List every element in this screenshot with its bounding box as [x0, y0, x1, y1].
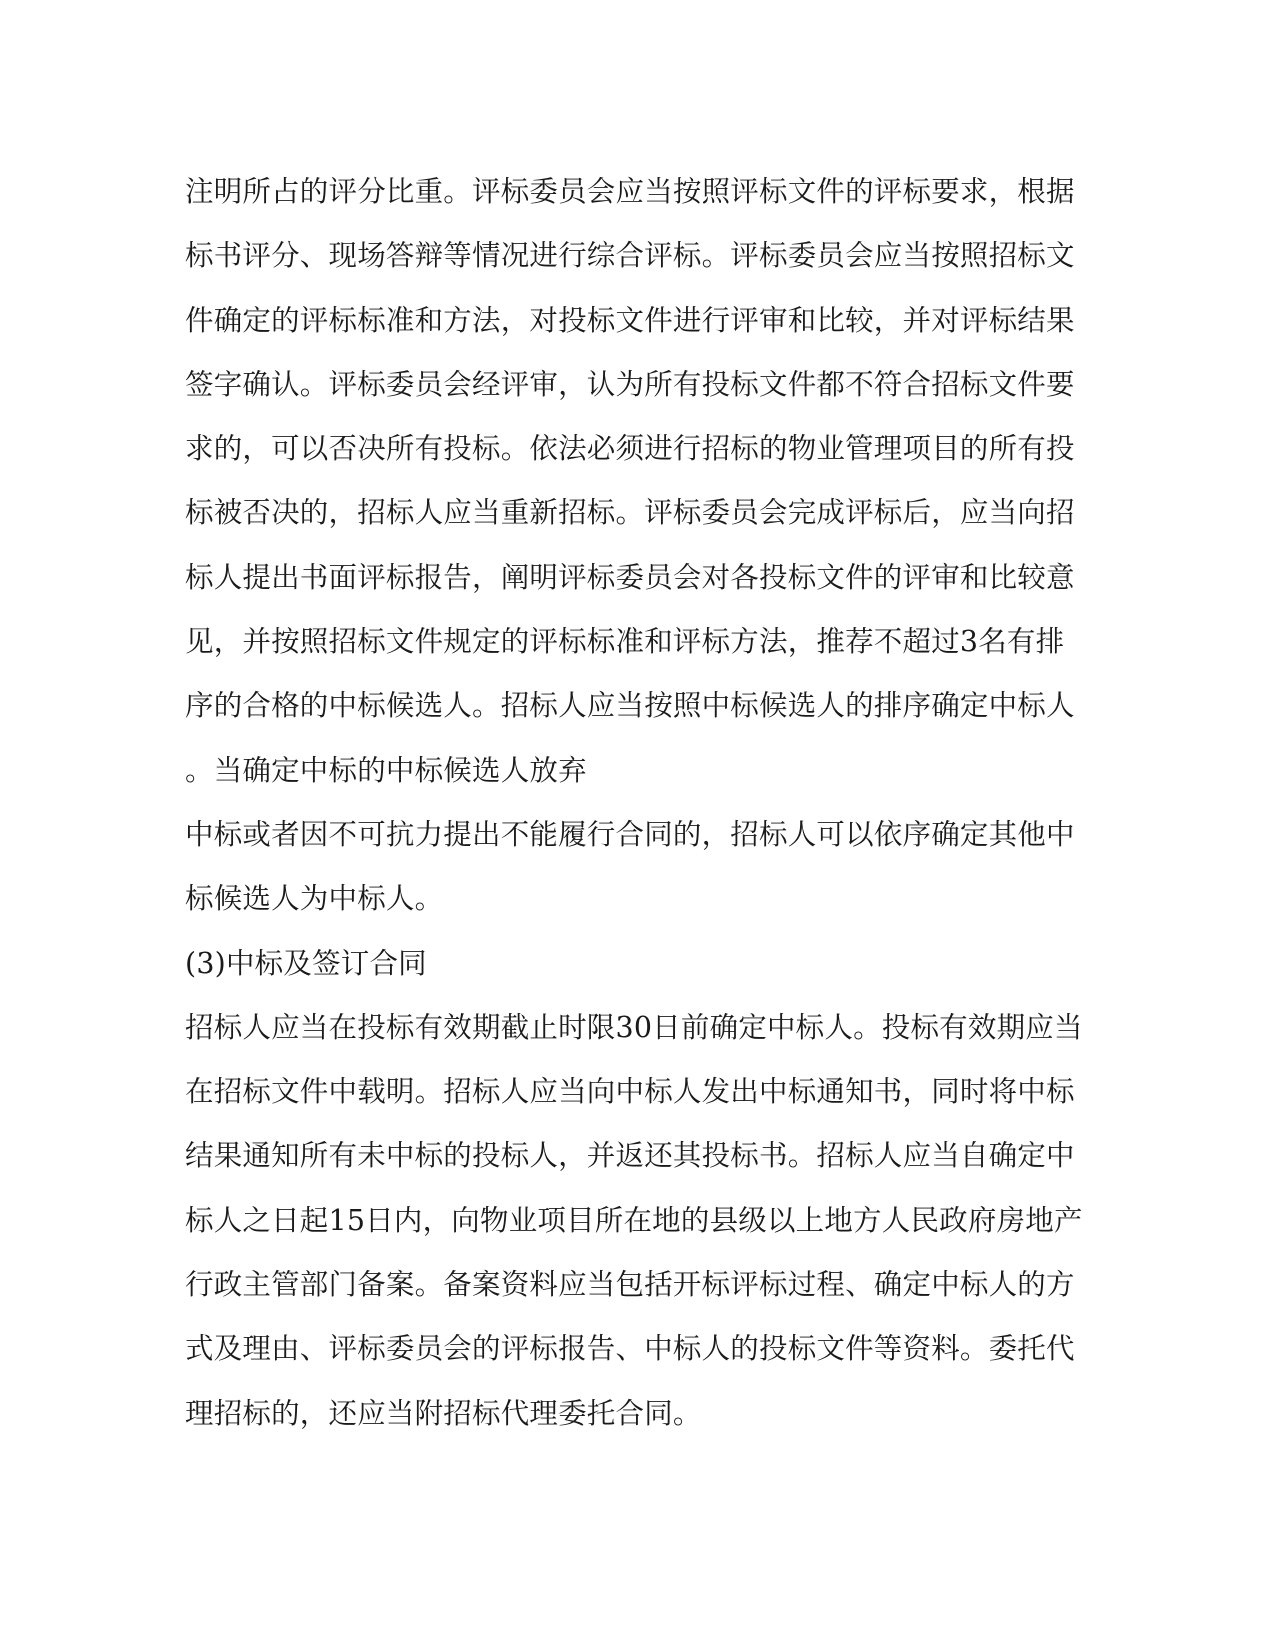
text-line: 行政主管部门备案。备案资料应当包括开标评标过程、确定中标人的方 [185, 1268, 1075, 1302]
text-line: 式及理由、评标委员会的评标报告、中标人的投标文件等资料。委托代 [185, 1332, 1075, 1366]
text-line: 求的，可以否决所有投标。依法必须进行招标的物业管理项目的所有投 [185, 432, 1075, 466]
text-line: 在招标文件中载明。招标人应当向中标人发出中标通知书，同时将中标 [185, 1075, 1075, 1109]
text-line: 结果通知所有未中标的投标人，并返还其投标书。招标人应当自确定中 [185, 1139, 1075, 1173]
body-text [185, 160, 1105, 1446]
text-line: 签字确认。评标委员会经评审，认为所有投标文件都不符合招标文件要 [185, 367, 1075, 401]
text-line: 标人之日起15日内，向物业项目所在地的县级以上地方人民政府房地产 [185, 1203, 1083, 1237]
text-line: 见，并按照招标文件规定的评标标准和评标方法，推荐不超过3名有排 [185, 625, 1065, 659]
text-line: 件确定的评标标准和方法，对投标文件进行评审和比较，并对评标结果 [185, 303, 1075, 337]
text-line: 中标或者因不可抗力提出不能履行合同的，招标人可以依序确定其他中 [185, 817, 1075, 851]
text-line: 注明所占的评分比重。评标委员会应当按照评标文件的评标要求，根据 [185, 175, 1075, 208]
text-line: 招标人应当在投标有效期截止时限30日前确定中标人。投标有效期应当 [185, 1010, 1083, 1044]
section-heading: (3)中标及签订合同 [185, 946, 427, 980]
text-line: 标候选人为中标人。 [185, 882, 444, 916]
text-line: 标人提出书面评标报告，阐明评标委员会对各投标文件的评审和比较意 [185, 560, 1075, 594]
text-line: 理招标的，还应当附招标代理委托合同。 [185, 1396, 702, 1430]
text-line: 标书评分、现场答辩等情况进行综合评标。评标委员会应当按照招标文 [185, 239, 1075, 273]
text-line: 序的合格的中标候选人。招标人应当按照中标候选人的排序确定中标人 [185, 689, 1075, 723]
text-line: 。当确定中标的中标候选人放弃 [185, 753, 587, 787]
text-line: 标被否决的，招标人应当重新招标。评标委员会完成评标后，应当向招 [185, 496, 1075, 530]
